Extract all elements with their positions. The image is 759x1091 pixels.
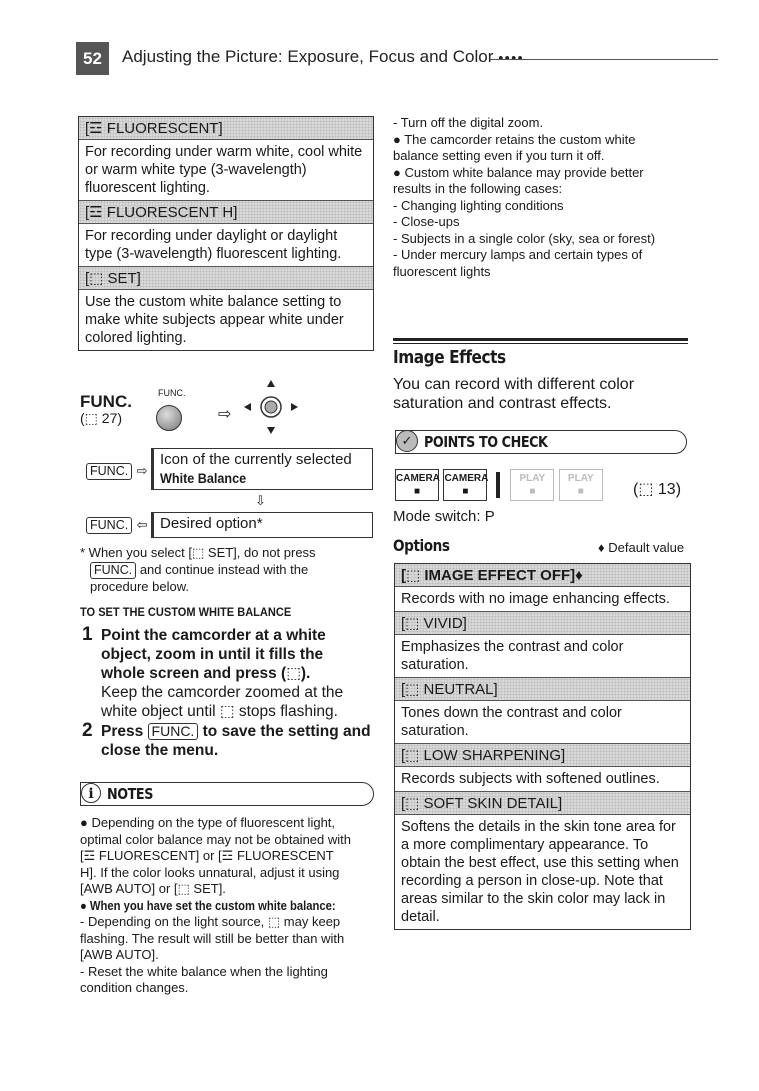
func-button-icon	[156, 405, 182, 431]
effect-row-desc: Softens the details in the skin tone area for a more complimentary appearance. To obtain the best effect, use this setting when recording a person in close-up. Note that areas similar to the skin color may lack in detail.	[401, 819, 679, 925]
mode-label: CAMERA	[444, 473, 489, 484]
text-line: - Close-ups	[393, 214, 460, 229]
text-line: results in the following cases:	[393, 181, 563, 196]
mode-icons	[395, 469, 603, 501]
notes-line: condition changes.	[80, 980, 189, 995]
effect-row-desc: Emphasizes the contrast and color saturation.	[395, 635, 690, 678]
step-text: whole screen and press (⬚).	[101, 665, 311, 682]
right-top-text	[393, 115, 693, 280]
effect-row-label: [⬚ IMAGE EFFECT OFF]♦	[395, 564, 690, 587]
mode-label: PLAY	[567, 473, 594, 484]
effect-row-desc: Records with no image enhancing effects.	[395, 587, 690, 612]
section-intro	[393, 375, 634, 413]
effect-row-label: [⬚ VIVID]	[395, 612, 690, 635]
func-key-1	[86, 462, 148, 480]
func-key: FUNC.	[148, 723, 199, 740]
step-1	[101, 626, 381, 721]
default-value-note: ♦ Default value	[598, 540, 685, 555]
options-label: Options	[393, 536, 450, 555]
notes-line: [☲ FLUORESCENT] or [☲ FLUORESCENT	[80, 848, 334, 863]
step-text	[101, 722, 381, 741]
wb-row-label: [⬚ SET]	[79, 267, 373, 290]
notes-line: - Reset the white balance when the lighting	[80, 963, 328, 979]
white-balance-table	[78, 116, 374, 351]
func-label: FUNC.	[80, 392, 132, 411]
mode-label: CAMERA	[396, 473, 440, 484]
func-key-2	[86, 516, 148, 534]
footnote-line: * When you select [⬚ SET], do not press	[80, 545, 316, 560]
points-to-check-header	[395, 430, 687, 454]
section-rule	[393, 338, 688, 341]
text-line: - Under mercury lamps and certain types of	[393, 247, 643, 262]
text-line: ● The camcorder retains the custom white	[393, 131, 636, 147]
mode-sub: ■	[577, 486, 584, 497]
notes-line: - Depending on the light source, ⬚ may keep	[80, 914, 341, 929]
current-wb-box	[151, 448, 373, 490]
procedure-title: TO SET THE CUSTOM WHITE BALANCE	[80, 605, 292, 619]
step-number: 1	[82, 624, 93, 645]
mode-play-tape-icon	[510, 469, 554, 501]
mode-play-card-icon	[559, 469, 603, 501]
notes-line: [AWB AUTO] or [⬚ SET].	[80, 881, 226, 896]
points-title: POINTS TO CHECK	[424, 433, 548, 451]
header-rule	[490, 59, 718, 60]
notes-line: [AWB AUTO].	[80, 947, 159, 962]
mode-sub: ■	[529, 486, 536, 497]
mode-camera-tape-icon	[395, 469, 439, 501]
section-rule-thin	[393, 343, 688, 344]
checkmark-icon: ✓	[396, 430, 418, 452]
joystick-icon	[242, 378, 300, 436]
step-text: object, zoom in until it fills the	[101, 646, 324, 663]
step-text-part: Press	[101, 723, 144, 740]
wb-row-desc: For recording under warm white, cool white or warm white type (3-wavelength) fluorescent lighting.	[79, 140, 373, 201]
page-title-text: Adjusting the Picture: Exposure, Focus and Color	[122, 47, 494, 66]
mode-label: PLAY	[519, 473, 546, 484]
section-title: Image Effects	[393, 347, 506, 368]
text-line: - Turn off the digital zoom.	[393, 115, 544, 130]
step-text-part: to save the setting and	[202, 723, 371, 740]
wb-row-desc: For recording under daylight or daylight type (3-wavelength) fluorescent lighting.	[79, 224, 373, 267]
func-page-ref: (⬚ 27)	[80, 410, 123, 426]
desired-option-box: Desired option*	[151, 512, 373, 538]
intro-line: saturation and contrast effects.	[393, 395, 612, 412]
effect-row-desc: Records subjects with softened outlines.	[395, 767, 690, 792]
effect-row-label: [⬚ SOFT SKIN DETAIL]	[395, 792, 690, 815]
step-text: close the menu.	[101, 742, 219, 759]
arrow-down-icon: ⇩	[255, 493, 266, 508]
wb-row-desc: Use the custom white balance setting to make white subjects appear white under colored lighting.	[85, 294, 344, 346]
notes-bold-line: ● When you have set the custom white balance:	[80, 898, 336, 913]
step-number: 2	[82, 720, 93, 741]
notes-line: flashing. The result will still be better than with	[80, 930, 345, 946]
info-icon: i	[81, 783, 101, 803]
current-wb-bold: White Balance	[160, 470, 247, 486]
notes-header	[80, 782, 374, 806]
effect-row-label: [⬚ LOW SHARPENING]	[395, 744, 690, 767]
notes-line: H]. If the color looks unnatural, adjust it using	[80, 864, 340, 880]
mode-sub: ■	[413, 486, 421, 497]
func-small-label: FUNC.	[158, 388, 186, 398]
text-line: ● Custom white balance may provide better	[393, 164, 644, 180]
text-line: fluorescent lights	[393, 263, 491, 279]
footnote-text: and continue instead with the	[139, 561, 309, 577]
arrow-right-icon: ⇨	[218, 406, 232, 423]
mode-page-ref: (⬚ 13)	[633, 481, 682, 498]
func-key: FUNC.	[86, 517, 132, 534]
wb-row-label: [☲ FLUORESCENT]	[79, 117, 373, 140]
effect-row-label: [⬚ NEUTRAL]	[395, 678, 690, 701]
mode-switch: Mode switch: P	[393, 508, 495, 525]
text-line: - Changing lighting conditions	[393, 197, 564, 213]
page-title	[122, 47, 524, 67]
text-line: balance setting even if you turn it off.	[393, 148, 605, 163]
step-subtext: white object until ⬚ stops flashing.	[101, 703, 338, 720]
notes-body	[80, 815, 376, 997]
arrow-right-icon: ⇨	[136, 463, 148, 478]
text-line: - Subjects in a single color (sky, sea or forest)	[393, 230, 656, 246]
arrow-left-icon: ⇦	[136, 517, 148, 532]
step-subtext: Keep the camcorder zoomed at the	[101, 684, 344, 701]
notes-title: NOTES	[107, 785, 153, 803]
mode-divider	[496, 472, 500, 498]
current-wb-text: Icon of the currently selected	[160, 451, 352, 468]
effect-row-desc: Tones down the contrast and color saturation.	[395, 701, 690, 744]
wb-row-label: [☲ FLUORESCENT H]	[79, 201, 373, 224]
step-2	[101, 722, 381, 760]
footnote	[80, 545, 380, 595]
mode-sub: ■	[462, 486, 469, 497]
header-dots: ●●●●	[498, 52, 524, 63]
func-key: FUNC.	[90, 562, 136, 579]
notes-line: ● Depending on the type of fluorescent light,	[80, 815, 336, 830]
footnote-line	[80, 562, 380, 579]
step-text: Point the camcorder at a white	[101, 627, 326, 644]
image-effects-table	[394, 563, 691, 930]
func-key: FUNC.	[86, 463, 132, 480]
mode-camera-card-icon	[443, 469, 487, 501]
page-number: 52	[76, 42, 109, 75]
footnote-line: procedure below.	[90, 578, 190, 594]
intro-line: You can record with different color	[393, 376, 635, 393]
notes-line: optimal color balance may not be obtained with	[80, 831, 351, 847]
